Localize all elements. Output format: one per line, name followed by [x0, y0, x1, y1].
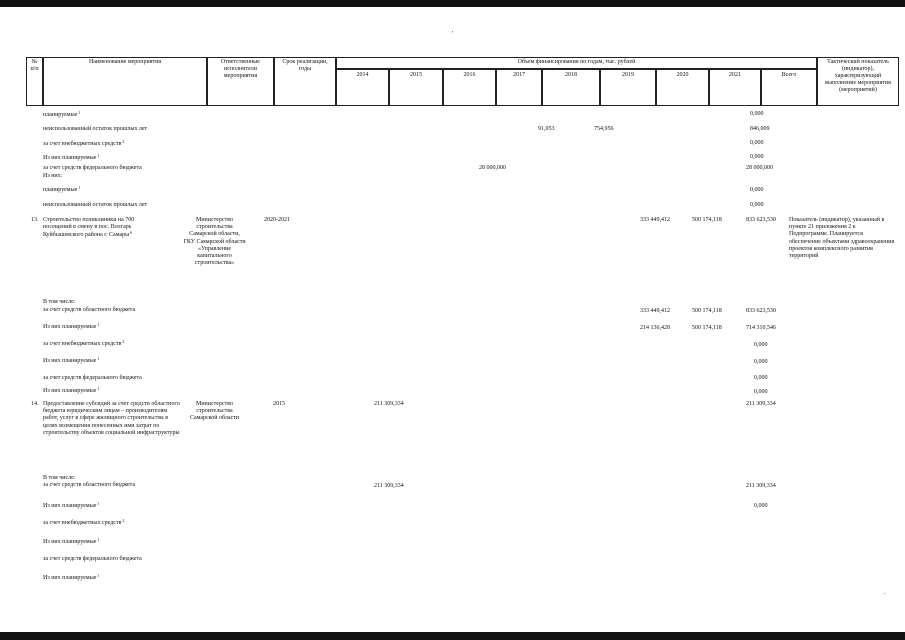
row-label: Из них планируемые$^1$	[43, 501, 100, 509]
row-label: неиспользованный остаток прошлых лет	[43, 202, 148, 208]
row-label: Из них планируемые$^1$	[43, 537, 100, 545]
cell-total: 28 000,000	[746, 165, 773, 171]
cell-total: 833 623,530	[746, 217, 776, 223]
scan-speck: .	[884, 588, 886, 596]
cell-total: 0,000	[754, 342, 768, 348]
cell-total: 833 623,530	[746, 308, 776, 314]
item-name: Предоставление субсидий за счет средств областного бюджета юридическим лицам – производителям работ, услуг в сфере жилищного строительства в целях возмещения понесенных ими затрат по строительству объектов социальной инфраструктуры	[43, 401, 180, 436]
cell-total: 0,000	[754, 389, 768, 395]
cell-total: 0,000	[750, 202, 764, 208]
cell-total: 714 310,546	[746, 325, 776, 331]
header-year: 2021	[709, 69, 761, 106]
header-term: Срок реализации, годы	[274, 57, 336, 106]
table-header	[26, 57, 899, 106]
cell-2017: 28 000,000	[479, 165, 506, 171]
header-year: 2016	[443, 69, 496, 106]
cell-total: 846,009	[750, 126, 770, 132]
row-label: Из них планируемые$^1$	[43, 573, 100, 581]
header-funding: Объем финансирования по годам, тыс. рублей	[336, 57, 817, 69]
bottom-scan-border	[0, 632, 905, 640]
row-label: Из них планируемые$^1$	[43, 356, 100, 364]
row-label: планируемые$^1$	[43, 185, 81, 193]
cell-total: 0,000	[750, 140, 764, 146]
item-term: 2020-2021	[264, 217, 290, 223]
cell-total: 0,000	[750, 187, 764, 193]
header-name: Наименование мероприятия	[43, 57, 207, 106]
item-number: 14.	[31, 401, 39, 407]
cell-total: 0,000	[754, 503, 768, 509]
cell-2021: 500 174,118	[692, 217, 722, 223]
row-label: за счет внебюджетных средств$^2$	[43, 139, 125, 147]
cell-2015: 211 309,334	[374, 401, 404, 407]
header-year: 2014	[336, 69, 389, 106]
cell-total: 0,000	[754, 359, 768, 365]
cell-2018: 91,053	[538, 126, 555, 132]
row-label: за счет средств областного бюджета	[43, 307, 136, 313]
cell-total: 0,000	[754, 375, 768, 381]
row-label: Из них планируемые$^1$	[43, 386, 100, 394]
row-label: В том числе:	[43, 299, 76, 305]
row-label: Из них планируемые$^1$	[43, 153, 100, 161]
cell-2021: 500 174,118	[692, 308, 722, 314]
item-term: 2015	[273, 401, 285, 407]
header-year: 2018	[542, 69, 600, 106]
row-label: неиспользованный остаток прошлых лет	[43, 126, 148, 132]
header-responsible: Ответственные исполнители мероприятия	[207, 57, 274, 106]
header-number: № п/п	[26, 57, 43, 106]
cell-total: 211 309,334	[746, 483, 776, 489]
row-label: за счет внебюджетных средств$^2$	[43, 339, 125, 347]
header-year: 2017	[496, 69, 542, 106]
row-label: за счет средств федерального бюджета	[43, 556, 142, 562]
row-label: Из них планируемые$^1$	[43, 322, 100, 330]
cell-2020: 333 449,412	[640, 217, 670, 223]
item-indicator: Показатель (индикатор), указанный в пункте 21 приложения 2 к Подпрограмме. Планируется обеспечение объектами здравоохранения проектов комплексного развития территорий	[789, 217, 895, 260]
cell-total: 211 309,334	[746, 401, 776, 407]
row-label: планируемые$^1$	[43, 110, 81, 118]
item-responsible: Министерство строительства Самарской области, ГКУ Самарской области «Управление капитального строительства»	[183, 217, 246, 267]
item-name: Строительство поликлиники на 700 посещений в смену в пос. Волгарь Куйбышевского района г. Самары$^6$	[43, 217, 135, 239]
row-label: за счет средств областного бюджета	[43, 482, 136, 488]
item-responsible: Министерство строительства Самарской области	[189, 401, 240, 422]
cell-2020: 214 136,428	[640, 325, 670, 331]
row-label: Из них:	[43, 173, 63, 179]
item-number: 13.	[31, 217, 39, 223]
cell-2020: 333 449,412	[640, 308, 670, 314]
header-total: Всего	[761, 69, 817, 106]
cell-2015: 211 309,334	[374, 483, 404, 489]
row-label: за счет средств федерального бюджета	[43, 165, 142, 171]
row-label: за счет внебюджетных средств$^2$	[43, 518, 125, 526]
row-label: за счет средств федерального бюджета	[43, 375, 142, 381]
scan-speck: '	[452, 30, 454, 38]
cell-total: 0,000	[750, 111, 764, 117]
top-scan-border	[0, 0, 905, 7]
header-year: 2015	[389, 69, 443, 106]
cell-2019: 754,956	[594, 126, 614, 132]
cell-total: 0,000	[750, 154, 764, 160]
header-indicator: Тактический показатель (индикатор), характеризующий выполнение мероприятия (мероприятий)	[817, 57, 899, 106]
header-year: 2020	[656, 69, 709, 106]
cell-2021: 500 174,118	[692, 325, 722, 331]
header-year: 2019	[600, 69, 656, 106]
row-label: В том числе:	[43, 475, 76, 481]
